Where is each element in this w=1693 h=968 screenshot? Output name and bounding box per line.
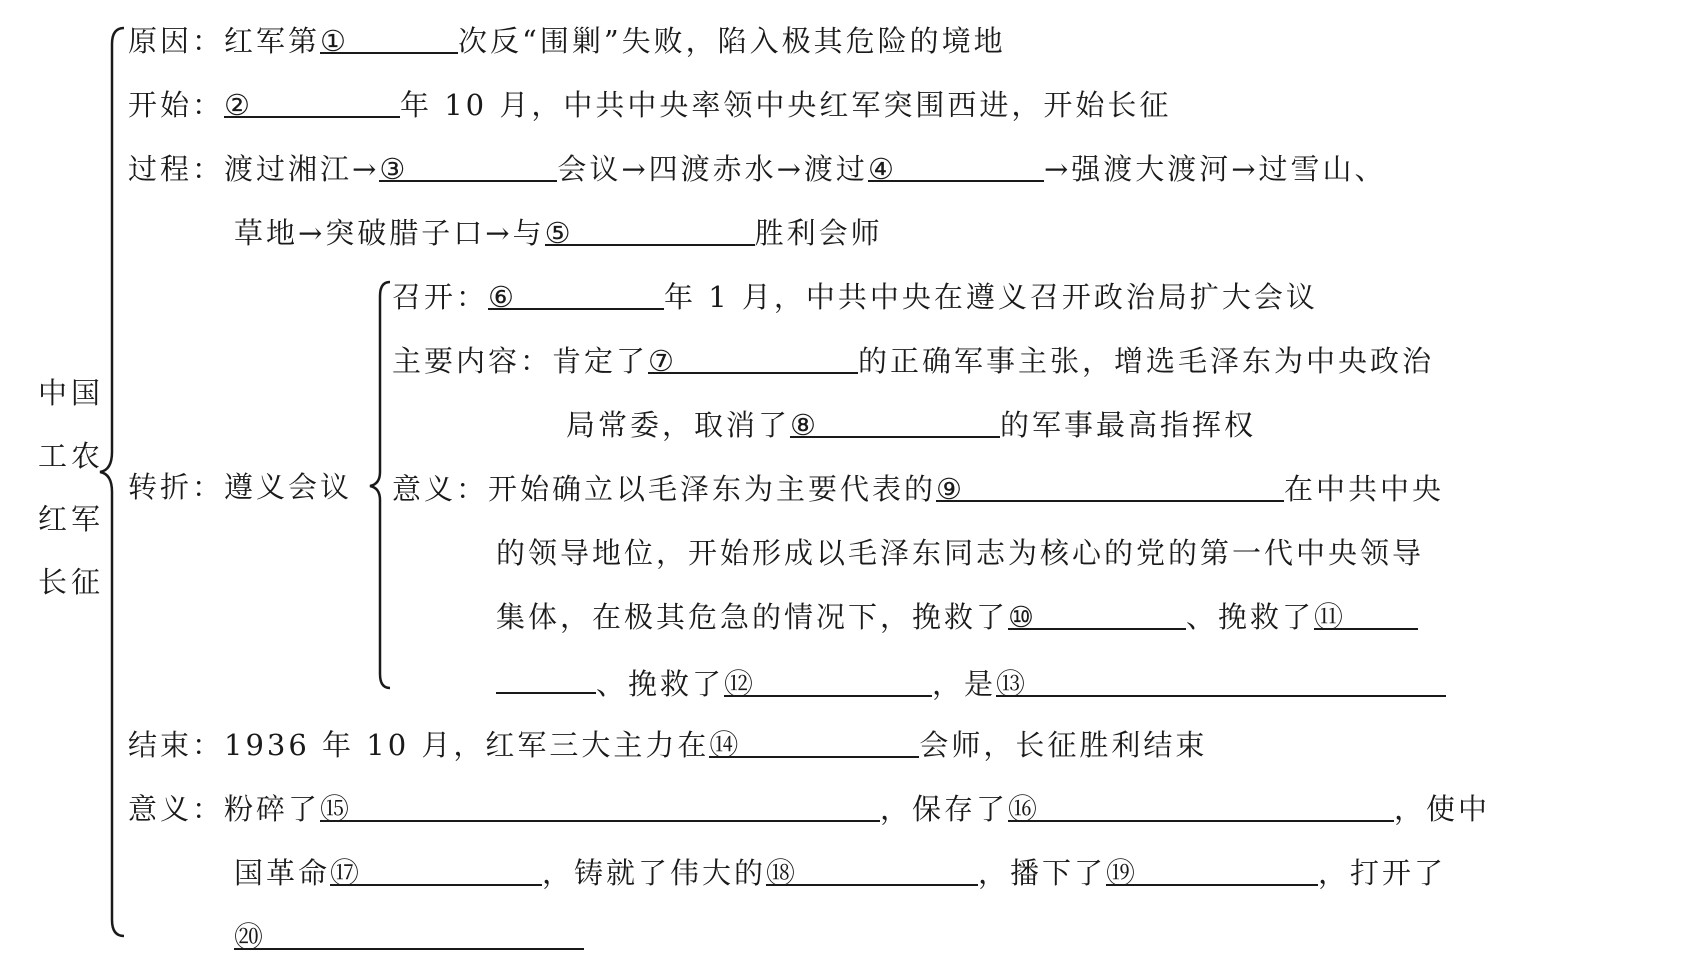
content-row-1 — [392, 342, 1434, 380]
blank-4[interactable]: ④ — [868, 150, 1044, 182]
end-text: 会师，长征胜利结束 — [919, 728, 1208, 762]
topic-line: 工农 — [38, 439, 105, 473]
content-text: 的正确军事主张，增选毛泽东为中央政治 — [858, 344, 1435, 378]
blank-7[interactable]: ⑦ — [648, 342, 858, 374]
zunyi-meaning-text: 、挽救了 — [596, 667, 725, 701]
significance-row-2 — [234, 854, 1446, 892]
content-text: 的军事最高指挥权 — [1000, 408, 1257, 442]
blank-2[interactable]: ② — [224, 86, 400, 118]
significance-row-1 — [128, 790, 1490, 828]
blank-1[interactable]: ① — [320, 22, 458, 54]
topic-line: 中国 — [38, 376, 105, 410]
process-row-1 — [128, 150, 1387, 188]
blank-17[interactable]: ⑰ — [330, 854, 542, 886]
content-text: 局常委，取消了 — [566, 408, 791, 442]
zunyi-meaning-text: 的领导地位，开始形成以毛泽东同志为核心的党的第一代中央领导 — [496, 536, 1425, 570]
cause-text: 次反“围剿”失败，陷入极其危险的境地 — [458, 24, 1006, 58]
blank-8[interactable]: ⑧ — [790, 406, 1000, 438]
zunyi-meaning-text: 在中共中央 — [1284, 472, 1445, 506]
start-text: 年 10 月，中共中央率领中央红军突围西进，开始长征 — [400, 88, 1172, 122]
cause-label: 原因： — [128, 24, 225, 58]
blank-15[interactable]: ⑮ — [320, 790, 880, 822]
blank-10[interactable]: ⑩ — [1008, 598, 1186, 630]
process-row-2 — [234, 214, 883, 252]
blank-20[interactable]: ⑳ — [234, 918, 584, 950]
significance-text: ，保存了 — [880, 792, 1009, 826]
process-text: 渡过湘江→ — [224, 152, 380, 186]
process-text: 胜利会师 — [754, 216, 883, 250]
blank-9[interactable]: ⑨ — [936, 470, 1284, 502]
blank-3[interactable]: ③ — [379, 150, 557, 182]
significance-label: 意义： — [128, 792, 225, 826]
convene-label: 召开： — [392, 280, 489, 314]
cause-row — [128, 22, 1006, 60]
start-row — [128, 86, 1171, 124]
cause-text: 红军第 — [224, 24, 321, 58]
start-label: 开始： — [128, 88, 225, 122]
zunyi-meaning-label: 意义： — [392, 472, 489, 506]
significance-text: ，使中 — [1394, 792, 1491, 826]
blank-5[interactable]: ⑤ — [545, 214, 755, 246]
significance-row-3 — [234, 918, 584, 956]
process-text: →强渡大渡河→过雪山、 — [1043, 152, 1387, 186]
content-row-2 — [566, 406, 1256, 444]
blank-12[interactable]: ⑫ — [724, 665, 932, 697]
topic-line: 红军 — [38, 502, 105, 536]
zunyi-meaning-row-1 — [392, 470, 1444, 508]
significance-text: ，打开了 — [1318, 856, 1447, 890]
turning-point-text: 转折：遵义会议 — [128, 470, 353, 504]
significance-text: 粉碎了 — [224, 792, 321, 826]
end-label: 结束： — [128, 728, 225, 762]
blank-16[interactable]: ⑯ — [1008, 790, 1394, 822]
topic-title — [38, 362, 108, 614]
blank-14[interactable]: ⑭ — [709, 726, 919, 758]
blank-13[interactable]: ⑬ — [996, 665, 1446, 697]
significance-text: 国革命 — [234, 856, 331, 890]
turning-point-label — [128, 468, 352, 506]
process-text: 会议→四渡赤水→渡过 — [557, 152, 868, 186]
blank-6[interactable]: ⑥ — [488, 278, 664, 310]
zunyi-meaning-row-3 — [496, 598, 1418, 636]
blank-11[interactable]: ⑪ — [1314, 598, 1418, 630]
zunyi-meaning-row-2 — [496, 534, 1424, 572]
blank-19[interactable]: ⑲ — [1106, 854, 1318, 886]
process-label: 过程： — [128, 152, 225, 186]
zunyi-meaning-text: 集体，在极其危急的情况下，挽救了 — [496, 600, 1009, 634]
end-row — [128, 726, 1207, 764]
zunyi-meaning-text: 开始确立以毛泽东为主要代表的 — [488, 472, 937, 506]
end-text: 1936 年 10 月，红军三大主力在 — [224, 728, 710, 762]
process-text: 草地→突破腊子口→与 — [234, 216, 545, 250]
convene-text: 年 1 月，中共中央在遵义召开政治局扩大会议 — [664, 280, 1318, 314]
zunyi-brace — [370, 282, 390, 688]
convene-row — [392, 278, 1318, 316]
zunyi-meaning-text: 、挽救了 — [1186, 600, 1315, 634]
zunyi-meaning-text: ，是 — [932, 667, 997, 701]
significance-text: ，播下了 — [978, 856, 1107, 890]
topic-line: 长征 — [38, 565, 105, 599]
zunyi-meaning-row-4 — [496, 662, 1446, 700]
significance-text: ，铸就了伟大的 — [542, 856, 767, 890]
blank-11-continued[interactable] — [496, 662, 596, 694]
content-text: 肯定了 — [552, 344, 649, 378]
content-label: 主要内容： — [392, 344, 553, 378]
blank-18[interactable]: ⑱ — [766, 854, 978, 886]
